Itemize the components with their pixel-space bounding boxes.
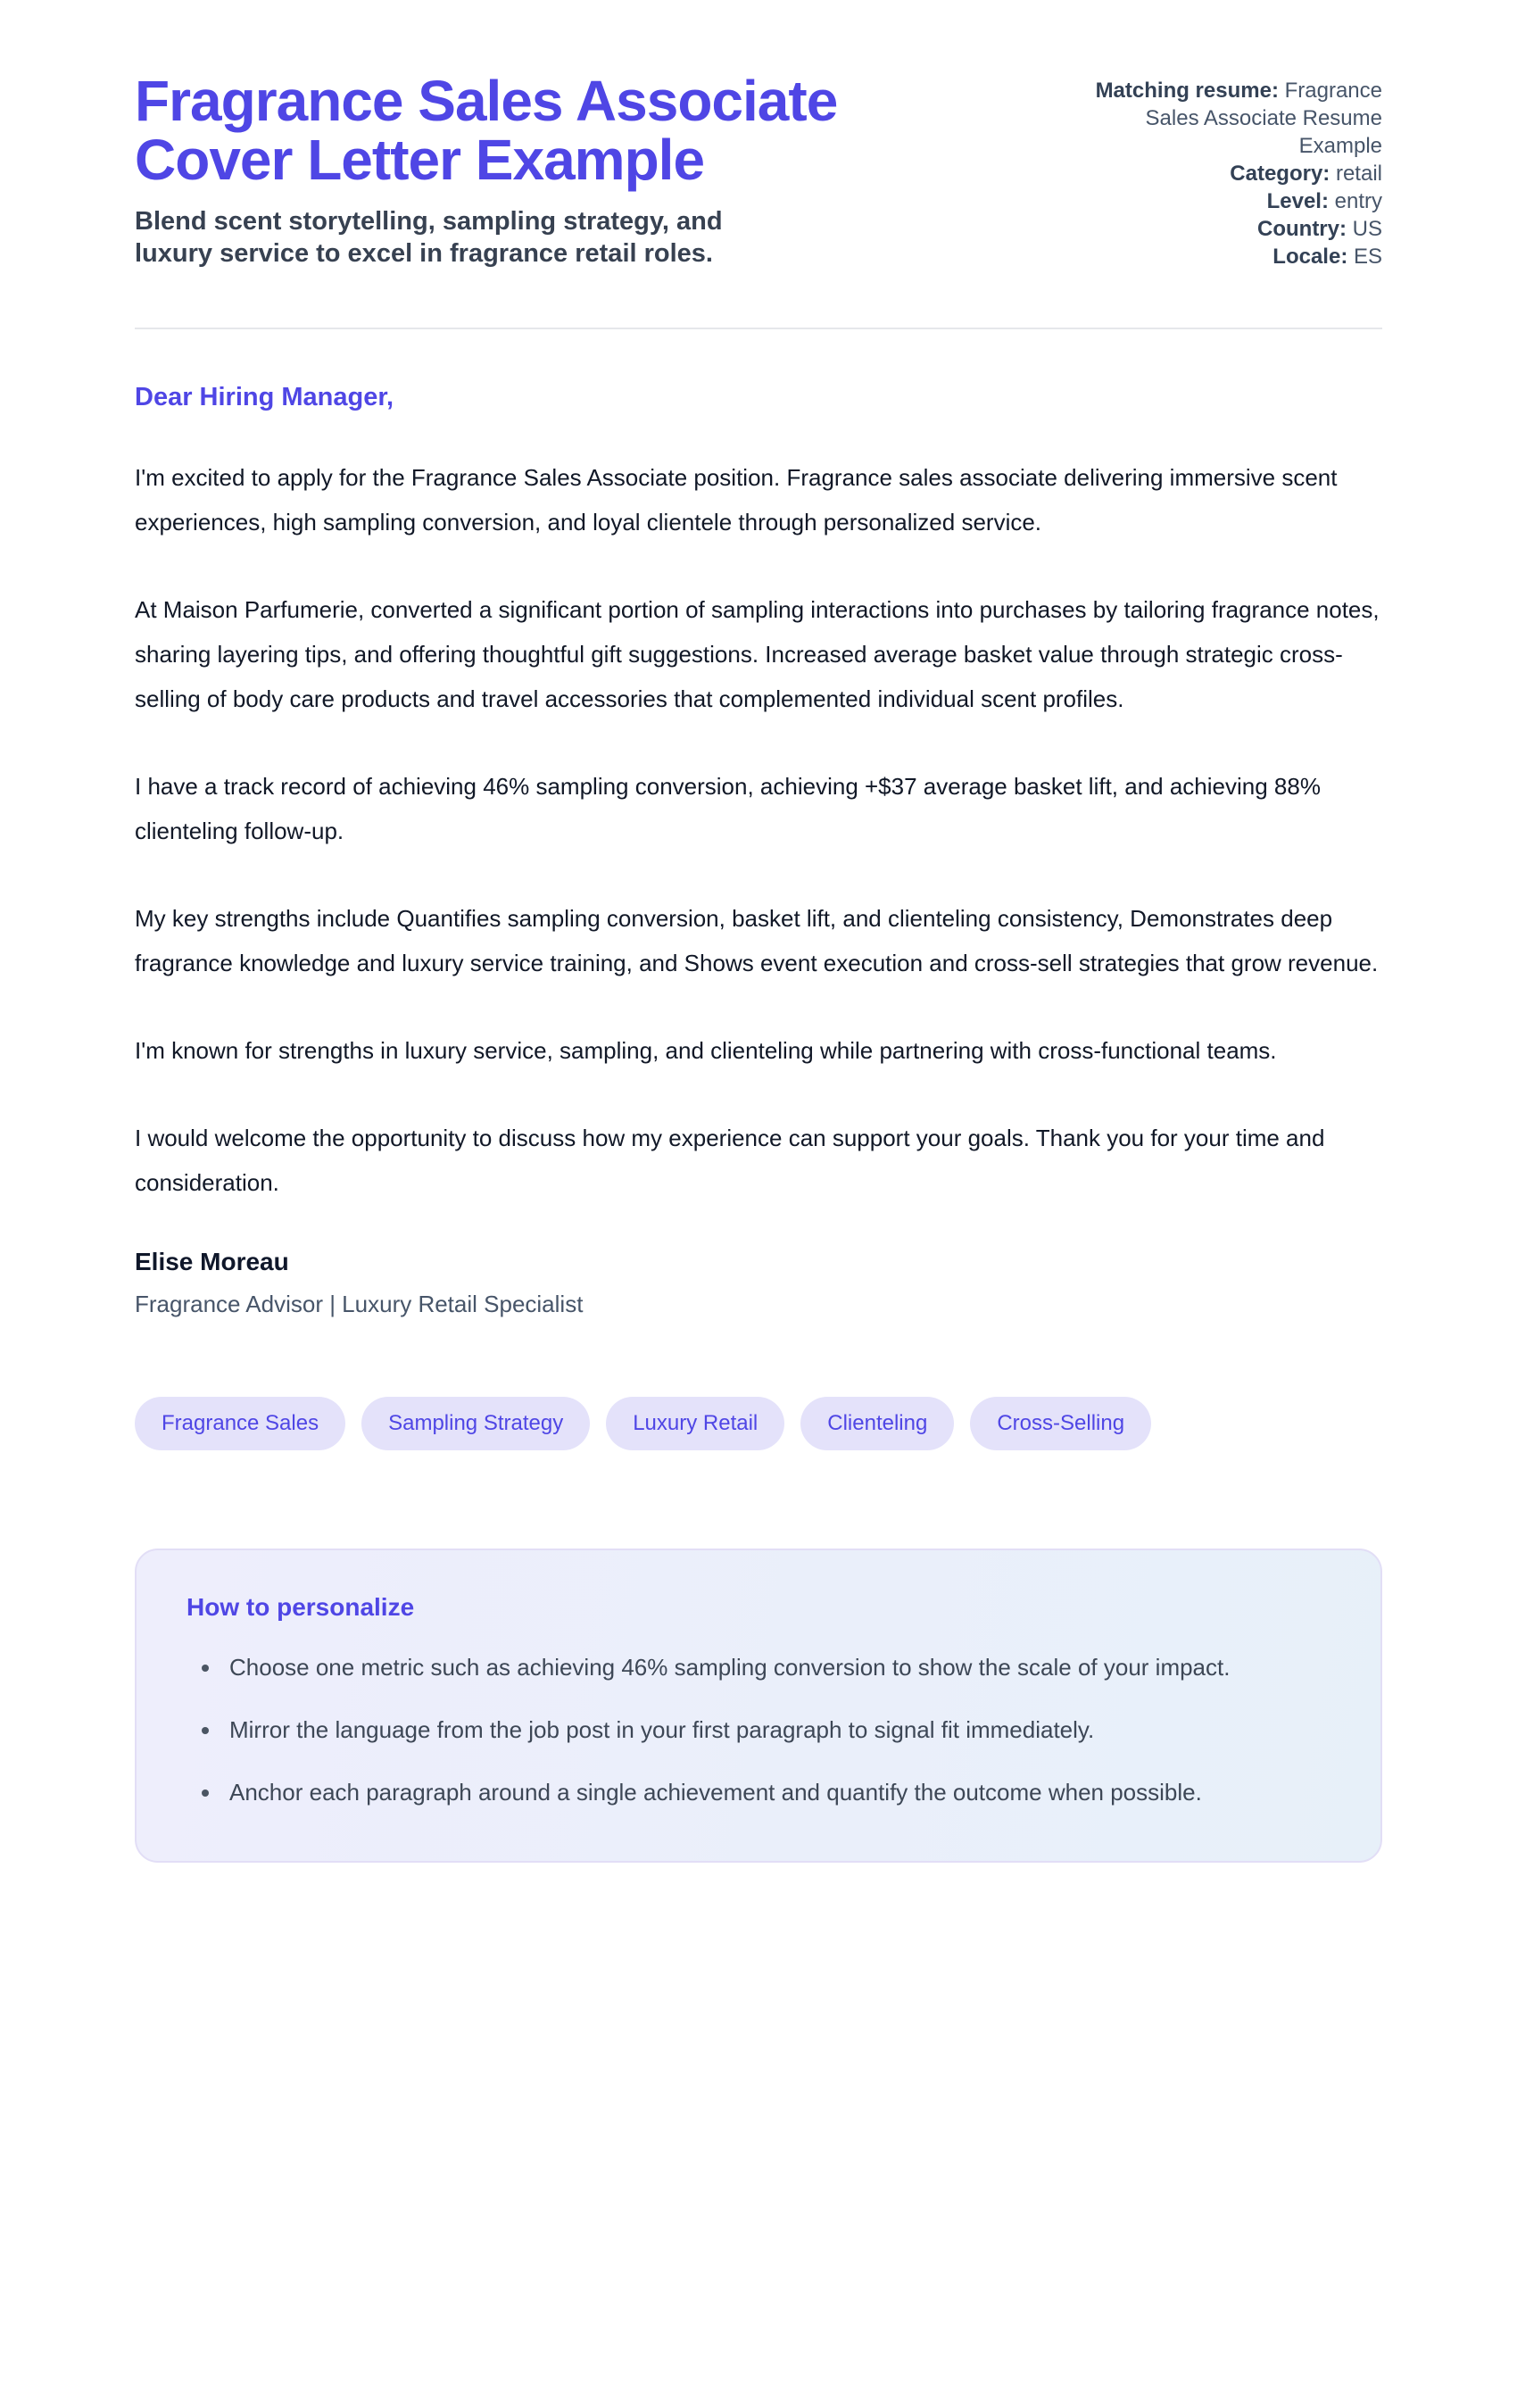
cover-letter xyxy=(135,383,1382,1318)
header xyxy=(135,71,1382,270)
letter-paragraph: I would welcome the opportunity to discuss how my experience can support your goals. Thank you for your time and consideration. xyxy=(135,1125,1325,1196)
meta-label: Category: xyxy=(1230,162,1330,186)
meta-block xyxy=(1057,71,1382,270)
meta-value: ES xyxy=(1353,245,1382,269)
tag-pill-cross-selling[interactable]: Cross-Selling xyxy=(970,1397,1151,1450)
meta-row-category xyxy=(1057,160,1382,187)
letter-paragraph: I have a track record of achieving 46% sampling conversion, achieving +$37 average basket lift, and achieving 88% clienteling follow-up. xyxy=(135,773,1321,844)
tag-pill-clienteling[interactable]: Clienteling xyxy=(800,1397,954,1450)
meta-label: Country: xyxy=(1257,217,1347,241)
letter-paragraph: I'm excited to apply for the Fragrance Sales Associate position. Fragrance sales associate delivering immersive scent experiences, high sampling conversion, and loyal clientele through personalized service. xyxy=(135,464,1338,536)
tips-card xyxy=(135,1549,1382,1863)
header-text-block xyxy=(135,71,956,270)
tag-pill-luxury-retail[interactable]: Luxury Retail xyxy=(606,1397,784,1450)
tips-item: • Choose one metric such as achieving 46% sampling conversion to show the scale of your impact. xyxy=(222,1645,1275,1690)
meta-row-matching-resume xyxy=(1057,77,1382,160)
meta-value: entry xyxy=(1334,189,1382,213)
signature-block xyxy=(135,1248,1382,1318)
letter-paragraph: My key strengths include Quantifies sampling conversion, basket lift, and clienteling consistency, Demonstrates deep fragrance knowledge and luxury service training, and Shows event execution and cross-sell strategies that grow revenue. xyxy=(135,905,1379,976)
page-title: Fragrance Sales Associate Cover Letter Example xyxy=(135,69,838,192)
salutation: Dear Hiring Manager, xyxy=(135,383,394,411)
signature-name: Elise Moreau xyxy=(135,1248,289,1275)
meta-row-country xyxy=(1057,215,1382,243)
letter-paragraph: I'm known for strengths in luxury service, sampling, and clienteling while partnering with cross-functional teams. xyxy=(135,1037,1277,1064)
header-divider xyxy=(135,328,1382,329)
tag-pill-sampling-strategy[interactable]: Sampling Strategy xyxy=(361,1397,590,1450)
meta-value: retail xyxy=(1335,162,1382,186)
signature-role: Fragrance Advisor | Luxury Retail Specialist xyxy=(135,1291,584,1317)
tips-item: • Mirror the language from the job post in your first paragraph to signal fit immediately. xyxy=(222,1707,1275,1752)
tag-list xyxy=(135,1397,1382,1450)
tips-item: • Anchor each paragraph around a single achievement and quantify the outcome when possible. xyxy=(222,1770,1275,1814)
letter-paragraph: At Maison Parfumerie, converted a significant portion of sampling interactions into purchases by tailoring fragrance notes, sharing layering tips, and offering thoughtful gift suggestions. Increased average basket value through strategic cross-selling of body care products and travel accessories that complemented individual scent profiles. xyxy=(135,596,1380,712)
tips-title: How to personalize xyxy=(187,1593,415,1621)
meta-row-locale xyxy=(1057,243,1382,270)
page-container xyxy=(135,0,1382,1863)
meta-value: Fragrance Sales Associate Resume Example xyxy=(1145,79,1382,158)
meta-label: Matching resume: xyxy=(1095,79,1279,103)
meta-value: US xyxy=(1352,217,1382,241)
meta-label: Level: xyxy=(1266,189,1329,213)
page-subtitle: Blend scent storytelling, sampling strategy, and luxury service to excel in fragrance retail roles. xyxy=(135,207,723,268)
meta-label: Locale: xyxy=(1272,245,1348,269)
tag-pill-fragrance-sales[interactable]: Fragrance Sales xyxy=(135,1397,345,1450)
meta-row-level xyxy=(1057,187,1382,215)
tips-list xyxy=(187,1645,1330,1814)
